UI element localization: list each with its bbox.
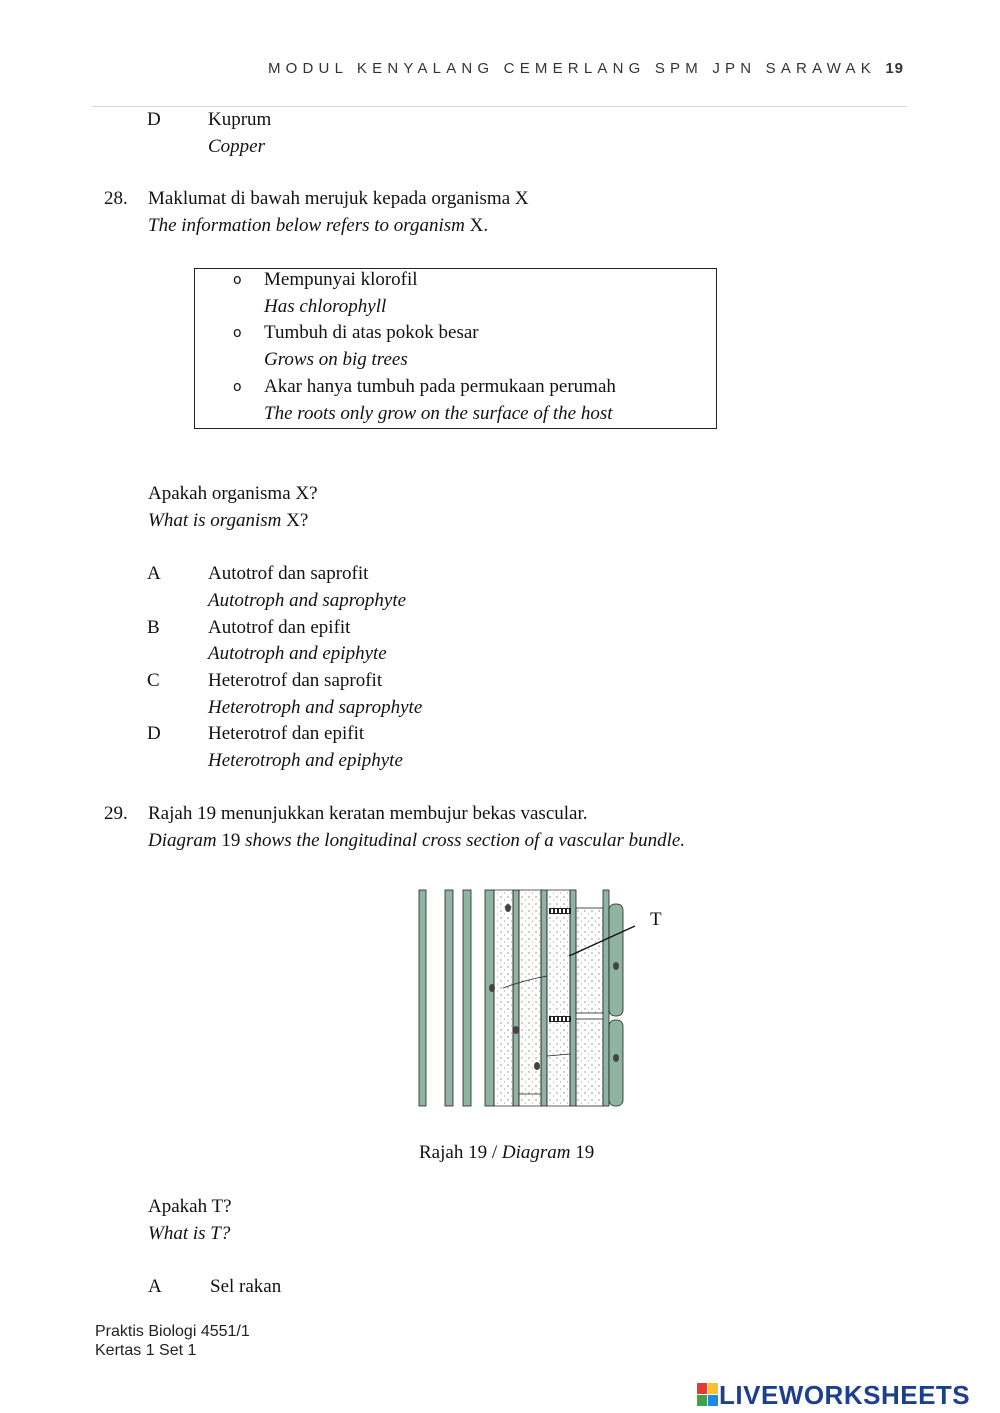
option-letter: C [147,670,160,691]
q28-question-malay: Apakah organisma X? [148,483,318,504]
bullet-icon: o [233,325,242,341]
box-item-english: The roots only grow on the surface of the host [264,403,613,424]
diagram-label-t: T [650,909,662,930]
option-english: Heterotroph and saprophyte [208,697,423,718]
page-header [268,60,904,77]
q29-question-malay: Apakah T? [148,1196,232,1217]
vascular-bundle-diagram [415,888,665,1110]
option-letter: D [147,723,161,744]
bullet-icon: o [233,272,242,288]
q27-option-malay: Kuprum [208,109,272,130]
diagram-caption: Rajah 19 / Diagram 19 [419,1142,595,1163]
q28-number: 28. [104,188,128,209]
box-item-malay: Tumbuh di atas pokok besar [264,322,479,343]
liveworksheets-logo[interactable] [697,1380,970,1410]
q27-option-english: Copper [208,136,265,157]
box-item-english: Has chlorophyll [264,296,387,317]
option-malay: Heterotrof dan saprofit [208,670,383,691]
option-malay: Autotrof dan epifit [208,617,351,638]
option-english: Autotroph and saprophyte [208,590,407,611]
q29-stem-english: Diagram 19 shows the longitudinal cross section of a vascular bundle. [148,830,686,851]
q29-question-english: What is T? [148,1223,231,1244]
footer-line2: Kertas 1 Set 1 [95,1342,197,1359]
q28-stem-malay: Maklumat di bawah merujuk kepada organisma X [148,188,529,209]
header-title: MODUL KENYALANG CEMERLANG SPM JPN SARAWAK [267,60,876,77]
box-item-malay: Akar hanya tumbuh pada permukaan perumah [264,376,616,397]
box-item-english: Grows on big trees [264,349,408,370]
option-malay: Autotrof dan saprofit [208,563,369,584]
option-letter: B [147,617,160,638]
q28-stem-english: The information below refers to organism X. [148,215,489,236]
option-malay: Heterotrof dan epifit [208,723,365,744]
q29-number: 29. [104,803,128,824]
bullet-icon: o [233,379,242,395]
q27-option-letter: D [147,109,161,130]
option-letter: A [147,563,161,584]
footer-line1: Praktis Biologi 4551/1 [95,1323,250,1340]
logo-grid-icon [697,1383,719,1407]
logo-text: LIVEWORKSHEETS [719,1379,971,1410]
q29-stem-malay: Rajah 19 menunjukkan keratan membujur bekas vascular. [148,803,588,824]
option-malay: Sel rakan [210,1276,282,1297]
page-number: 19 [885,60,904,77]
box-item-malay: Mempunyai klorofil [264,269,418,290]
option-letter: A [148,1276,162,1297]
q28-question-english: What is organism X? [148,510,309,531]
option-english: Heterotroph and epiphyte [208,750,403,771]
option-english: Autotroph and epiphyte [208,643,387,664]
